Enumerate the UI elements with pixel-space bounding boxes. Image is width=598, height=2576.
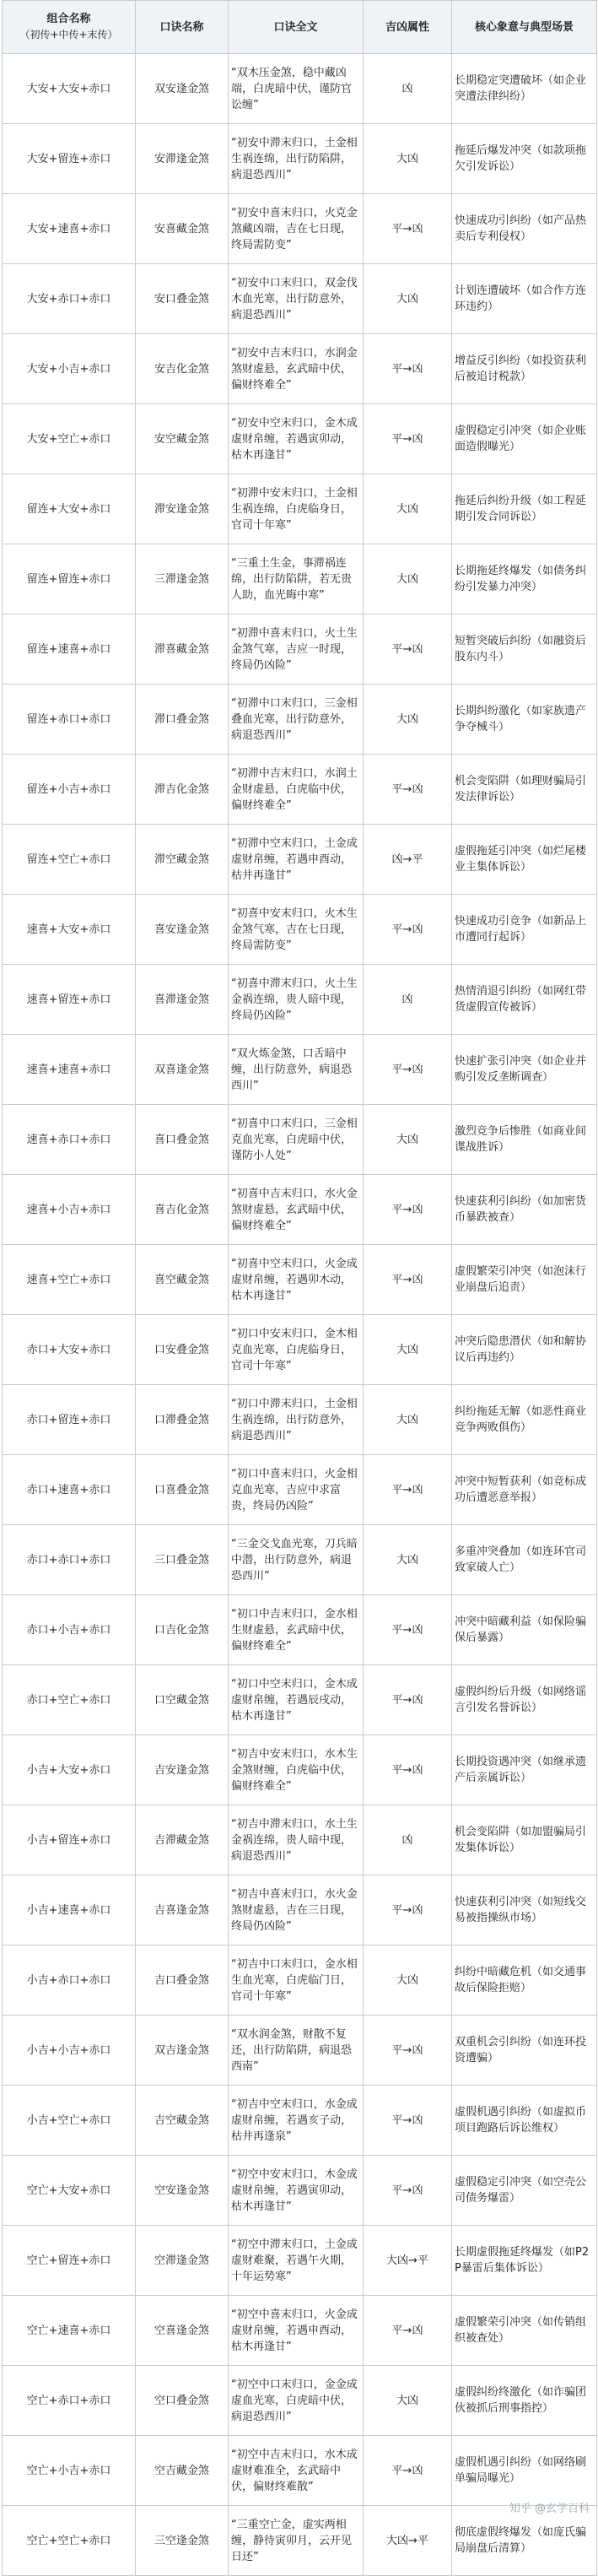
name-cell: 空安逢金煞: [136, 2156, 229, 2226]
name-cell: 双喜逢金煞: [136, 1035, 229, 1105]
table-row: [3, 1946, 597, 2016]
meaning-cell: 长期投资遇冲突（如继承遗产后亲属诉讼）: [452, 1735, 597, 1805]
text-cell: “初滞中安末归口，土金相生祸连绵，白虎临身日，官司十年寒”: [229, 474, 364, 544]
table-row: [3, 1035, 597, 1105]
meaning-cell: 彻底虚假终爆发（如庞氏骗局崩盘后清算）: [452, 2506, 597, 2576]
combo-cell: 小吉+速喜+赤口: [3, 1875, 136, 1946]
combo-cell: 空亡+大安+赤口: [3, 2156, 136, 2226]
meaning-cell: 虚假拖延引冲突（如烂尾楼业主集体诉讼）: [452, 825, 597, 895]
table-row: [3, 614, 597, 685]
name-cell: 滞口叠金煞: [136, 685, 229, 755]
table-row: [3, 825, 597, 895]
meaning-cell: 长期纠纷激化（如家族遗产争夺械斗）: [452, 685, 597, 755]
table-row: [3, 2506, 597, 2576]
text-cell: “初喜中空末归口，火金成虚财帛缠，若遇卯木动，枯木再逢甘”: [229, 1245, 364, 1315]
meaning-cell: 虚假纠纷后升级（如网络谣言引发名誉诉讼）: [452, 1665, 597, 1735]
name-cell: 空吉藏金煞: [136, 2436, 229, 2506]
table-row: [3, 755, 597, 825]
fortune-cell: 大凶: [364, 685, 452, 755]
name-cell: 滞安逢金煞: [136, 474, 229, 544]
combo-cell: 留连+留连+赤口: [3, 544, 136, 614]
text-cell: “初吉中喜末归口，水火金煞财虚悬，吉在三日现，终局仍凶险”: [229, 1875, 364, 1946]
text-cell: “初喜中吉末归口，水火金煞财虚悬，玄武暗中伏，偏财终难全”: [229, 1175, 364, 1245]
meaning-cell: 增益反引纠纷（如投资获利后被追讨税款）: [452, 334, 597, 404]
text-cell: “初吉中安末归口，水木生金煞财缠，白虎临中伏，偏财终难全”: [229, 1735, 364, 1805]
combo-cell: 留连+小吉+赤口: [3, 755, 136, 825]
text-cell: “初口中安末归口，金木相克血光寒，白虎临身日，官司十年寒”: [229, 1315, 364, 1385]
combo-cell: 空亡+小吉+赤口: [3, 2436, 136, 2506]
meaning-cell: 快速获利引冲突（如短线交易被指操纵市场）: [452, 1875, 597, 1946]
combo-cell: 空亡+赤口+赤口: [3, 2366, 136, 2436]
header-text: 口诀全文: [229, 1, 364, 54]
text-cell: “三重土生金，事滞祸连绵，出行防陷阱，若无贵人助，血光晦中寒”: [229, 544, 364, 614]
name-cell: 三滞逢金煞: [136, 544, 229, 614]
meaning-cell: 短暂突破后纠纷（如融资后股东内斗）: [452, 614, 597, 685]
fortune-cell: 平→凶: [364, 895, 452, 965]
meaning-cell: 虚假稳定引冲突（如空壳公司债务爆雷）: [452, 2156, 597, 2226]
meaning-cell: 拖延后纠纷升级（如工程延期引发合同诉讼）: [452, 474, 597, 544]
fortune-cell: 平→凶: [364, 2086, 452, 2156]
combo-cell: 大安+空亡+赤口: [3, 404, 136, 474]
text-cell: “初空中安末归口，木金成虚财帛缠，若遇寅卯动，枯木再逢甘”: [229, 2156, 364, 2226]
fortune-cell: 大凶: [364, 264, 452, 334]
text-cell: “初空中滞末归口，土金成虚财难聚，若遇午火期，十年运势寒”: [229, 2226, 364, 2296]
table-row: [3, 895, 597, 965]
table-row: [3, 2156, 597, 2226]
meaning-cell: 快速获利引纠纷（如加密货币暴跌被查）: [452, 1175, 597, 1245]
name-cell: 口空藏金煞: [136, 1665, 229, 1735]
fortune-cell: 大凶: [364, 544, 452, 614]
meaning-cell: 双重机会引纠纷（如连环投资遭骗）: [452, 2016, 597, 2086]
combo-cell: 赤口+赤口+赤口: [3, 1525, 136, 1595]
text-cell: “双木压金煞，稳中藏凶端，白虎暗中伏，谨防官讼缠”: [229, 54, 364, 124]
text-cell: “三重空亡金，虚实两相缠，静待寅卯月，云开见日还”: [229, 2506, 364, 2576]
combo-cell: 大安+小吉+赤口: [3, 334, 136, 404]
meaning-cell: 激烈竞争后惨胜（如商业间谍战胜诉）: [452, 1105, 597, 1175]
table-row: [3, 544, 597, 614]
table-row: [3, 2016, 597, 2086]
combo-cell: 留连+赤口+赤口: [3, 685, 136, 755]
name-cell: 口滞叠金煞: [136, 1385, 229, 1455]
combo-cell: 留连+速喜+赤口: [3, 614, 136, 685]
text-cell: “初滞中吉末归口，水润土金财虚悬，白虎临中伏，偏财终难全”: [229, 755, 364, 825]
name-cell: 吉喜逢金煞: [136, 1875, 229, 1946]
fortune-cell: 平→凶: [364, 334, 452, 404]
text-cell: “初安中空末归口，金木成虚财帛缠，若遇寅卯动，枯木再逢甘”: [229, 404, 364, 474]
combo-cell: 大安+速喜+赤口: [3, 194, 136, 264]
name-cell: 空滞逢金煞: [136, 2226, 229, 2296]
text-cell: “初喜中滞末归口，火土生金祸连绵，贵人暗中现，终局仍凶险”: [229, 965, 364, 1035]
name-cell: 吉安逢金煞: [136, 1735, 229, 1805]
fortune-cell: 凶: [364, 965, 452, 1035]
fortune-cell: 平→凶: [364, 1875, 452, 1946]
meaning-cell: 纠纷中暗藏危机（如交通事故后保险拒赔）: [452, 1946, 597, 2016]
fortune-cell: 大凶: [364, 1946, 452, 2016]
meaning-cell: 快速扩张引冲突（如企业并购引发反垄断调查）: [452, 1035, 597, 1105]
meaning-cell: 快速成功引纠纷（如产品热卖后专利侵权）: [452, 194, 597, 264]
text-cell: “初空中吉末归口，水木成虚财难准全，玄武暗中伏，偏财终难散”: [229, 2436, 364, 2506]
combo-cell: 小吉+留连+赤口: [3, 1805, 136, 1875]
name-cell: 吉空藏金煞: [136, 2086, 229, 2156]
meaning-cell: 机会变陷阱（如加盟骗局引发集体诉讼）: [452, 1805, 597, 1875]
header-name: 口诀名称: [136, 1, 229, 54]
fortune-cell: 平→凶: [364, 1245, 452, 1315]
table-row: [3, 1665, 597, 1735]
combo-cell: 小吉+赤口+赤口: [3, 1946, 136, 2016]
name-cell: 三空逢金煞: [136, 2506, 229, 2576]
name-cell: 吉口叠金煞: [136, 1946, 229, 2016]
combo-cell: 速喜+大安+赤口: [3, 895, 136, 965]
fortune-cell: 大凶: [364, 2366, 452, 2436]
fortune-cell: 平→凶: [364, 1735, 452, 1805]
fortune-cell: 大凶: [364, 1105, 452, 1175]
fortune-cell: 大凶: [364, 1525, 452, 1595]
meaning-cell: 虚假机遇引纠纷（如网络刷单骗局曝光）: [452, 2436, 597, 2506]
text-cell: “初吉中口末归口，金水相生血光寒，白虎临门日，官司十年寒”: [229, 1946, 364, 2016]
fortune-cell: 大凶→平: [364, 2226, 452, 2296]
combo-cell: 大安+大安+赤口: [3, 54, 136, 124]
text-cell: “初安中喜末归口，火克金煞藏凶端，吉在七日现，终局需防变”: [229, 194, 364, 264]
fortune-cell: 平→凶: [364, 1175, 452, 1245]
watermark: 知乎 @玄学百科: [509, 2503, 590, 2515]
combo-cell: 留连+空亡+赤口: [3, 825, 136, 895]
table-row: [3, 1735, 597, 1805]
meaning-cell: 冲突中短暂获利（如竞标成功后遭恶意举报）: [452, 1455, 597, 1525]
fortune-cell: 平→凶: [364, 2016, 452, 2086]
meaning-cell: 长期稳定突遭破坏（如企业突遭法律纠纷）: [452, 54, 597, 124]
text-cell: “初滞中空末归口，土金成虚财帛缠，若遇申酉动，枯井再逢甘”: [229, 825, 364, 895]
fortune-cell: 平→凶: [364, 1455, 452, 1525]
fortune-cell: 平→凶: [364, 194, 452, 264]
fortune-cell: 平→凶: [364, 1595, 452, 1665]
meaning-cell: 热情消退引纠纷（如网红带货虚假宣传被诉）: [452, 965, 597, 1035]
name-cell: 吉滞藏金煞: [136, 1805, 229, 1875]
meaning-cell: 冲突后隐患潜伏（如和解协议后再违约）: [452, 1315, 597, 1385]
meaning-cell: 拖延后爆发冲突（如款项拖欠引发诉讼）: [452, 124, 597, 194]
header-combo: [3, 1, 136, 54]
fortune-cell: 平→凶: [364, 404, 452, 474]
fortune-cell: 大凶: [364, 124, 452, 194]
meaning-cell: 长期拖延终爆发（如债务纠纷引发暴力冲突）: [452, 544, 597, 614]
header-fortune: 吉凶属性: [364, 1, 452, 54]
name-cell: 口安叠金煞: [136, 1315, 229, 1385]
meaning-cell: 虚假稳定引冲突（如企业账面造假曝光）: [452, 404, 597, 474]
name-cell: 喜口叠金煞: [136, 1105, 229, 1175]
meaning-cell: 计划连遭破坏（如合作方连环违约）: [452, 264, 597, 334]
fortune-cell: 凶→平: [364, 825, 452, 895]
combo-cell: 大安+留连+赤口: [3, 124, 136, 194]
name-cell: 空喜逢金煞: [136, 2296, 229, 2366]
fortune-cell: 平→凶: [364, 614, 452, 685]
name-cell: 安空藏金煞: [136, 404, 229, 474]
text-cell: “初喜中口末归口，三金相克血光寒，白虎暗中伏，谨防小人处”: [229, 1105, 364, 1175]
name-cell: 滞喜藏金煞: [136, 614, 229, 685]
name-cell: 喜空藏金煞: [136, 1245, 229, 1315]
text-cell: “双水润金煞，财散不复还，出行防陷阱，病退恐西南”: [229, 2016, 364, 2086]
meaning-cell: 虚假纠纷终激化（如诈骗团伙被抓后刑事指控）: [452, 2366, 597, 2436]
combo-cell: 空亡+空亡+赤口: [3, 2506, 136, 2576]
table-row: [3, 2436, 597, 2506]
table-row: [3, 334, 597, 404]
name-cell: 喜安逢金煞: [136, 895, 229, 965]
fortune-cell: 平→凶: [364, 2296, 452, 2366]
meaning-cell: 多重冲突叠加（如连环官司致家破人亡）: [452, 1525, 597, 1595]
combo-cell: 赤口+留连+赤口: [3, 1385, 136, 1455]
table-row: [3, 404, 597, 474]
name-cell: 滞空藏金煞: [136, 825, 229, 895]
meaning-cell: 长期虚假拖延终爆发（如P2P暴雷后集体诉讼）: [452, 2226, 597, 2296]
combo-cell: 速喜+留连+赤口: [3, 965, 136, 1035]
combo-cell: 赤口+大安+赤口: [3, 1315, 136, 1385]
table-row: [3, 474, 597, 544]
fortune-cell: 大凶: [364, 474, 452, 544]
meaning-cell: 冲突中暗藏利益（如保险骗保后暴露）: [452, 1595, 597, 1665]
fortune-cell: 凶: [364, 54, 452, 124]
combo-cell: 速喜+空亡+赤口: [3, 1245, 136, 1315]
text-cell: “初吉中滞末归口，水土生金祸连绵，贵人暗中现，病退恐西川”: [229, 1805, 364, 1875]
table-row: [3, 264, 597, 334]
table-row: [3, 2296, 597, 2366]
table-row: [3, 1805, 597, 1875]
text-cell: “初空中喜末归口，火金成虚财帛缠，若遇申酉动，枯木再逢甘”: [229, 2296, 364, 2366]
header-combo-label: 组合名称: [46, 13, 91, 25]
combo-cell: 速喜+速喜+赤口: [3, 1035, 136, 1105]
text-cell: “初口中滞末归口，土金相生祸连绵，出行防意外，病退恐西川”: [229, 1385, 364, 1455]
meaning-cell: 虚假繁荣引冲突（如传销组织被查处）: [452, 2296, 597, 2366]
table-row: [3, 1875, 597, 1946]
combo-cell: 赤口+小吉+赤口: [3, 1595, 136, 1665]
name-cell: 双安逢金煞: [136, 54, 229, 124]
name-cell: 安滞逢金煞: [136, 124, 229, 194]
name-cell: 安喜藏金煞: [136, 194, 229, 264]
combination-table: [2, 0, 597, 2576]
header-meaning: 核心象意与典型场景: [452, 1, 597, 54]
text-cell: “初口中空末归口，金木成虚财帛缠，若遇辰戌动，枯木再逢甘”: [229, 1665, 364, 1735]
name-cell: 口吉化金煞: [136, 1595, 229, 1665]
text-cell: “初口中喜末归口，火金相克血光寒，吉应中求富贵，终局仍凶险”: [229, 1455, 364, 1525]
text-cell: “双火炼金煞，口舌暗中缠，出行防意外，病退恐西川”: [229, 1035, 364, 1105]
combo-cell: 赤口+空亡+赤口: [3, 1665, 136, 1735]
combo-cell: 留连+大安+赤口: [3, 474, 136, 544]
table-row: [3, 1105, 597, 1175]
name-cell: 口喜叠金煞: [136, 1455, 229, 1525]
table-row: [3, 1245, 597, 1315]
combo-cell: 小吉+空亡+赤口: [3, 2086, 136, 2156]
table-row: [3, 2086, 597, 2156]
fortune-cell: 大凶: [364, 1385, 452, 1455]
combo-cell: 空亡+留连+赤口: [3, 2226, 136, 2296]
fortune-cell: 平→凶: [364, 1665, 452, 1735]
text-cell: “初喜中安末归口，火木生金煞气寒，吉在七日现，终局需防变”: [229, 895, 364, 965]
table-row: [3, 2226, 597, 2296]
text-cell: “初安中吉末归口，水润金煞财虚悬，玄武暗中伏，偏财终难全”: [229, 334, 364, 404]
table-row: [3, 1455, 597, 1525]
name-cell: 双吉逢金煞: [136, 2016, 229, 2086]
fortune-cell: 大凶: [364, 1315, 452, 1385]
text-cell: “初安中口末归口，双金伐木血光寒，出行防意外，病退恐西川”: [229, 264, 364, 334]
name-cell: 喜滞逢金煞: [136, 965, 229, 1035]
table-row: [3, 1525, 597, 1595]
fortune-cell: 平→凶: [364, 755, 452, 825]
table-row: [3, 685, 597, 755]
fortune-cell: 平→凶: [364, 2436, 452, 2506]
table-row: [3, 1595, 597, 1665]
name-cell: 喜吉化金煞: [136, 1175, 229, 1245]
combo-cell: 速喜+小吉+赤口: [3, 1175, 136, 1245]
table-row: [3, 2366, 597, 2436]
text-cell: “初滞中口末归口，三金相叠血光寒，出行防意外，病退恐西川”: [229, 685, 364, 755]
text-cell: “初空中口末归口，金金成虚血光寒，白虎暗中伏，病退恐西川”: [229, 2366, 364, 2436]
text-cell: “初口中吉末归口，金水相生财虚悬，玄武暗中伏，偏财终难全”: [229, 1595, 364, 1665]
meaning-cell: 快速成功引竞争（如新品上市遭同行起诉）: [452, 895, 597, 965]
combo-cell: 小吉+小吉+赤口: [3, 2016, 136, 2086]
table-row: [3, 194, 597, 264]
meaning-cell: 虚假机遇引纠纷（如虚拟币项目跑路后诉讼维权）: [452, 2086, 597, 2156]
text-cell: “初滞中喜末归口，火土生金煞气寒，吉应一时现，终局仍凶险”: [229, 614, 364, 685]
text-cell: “初吉中空末归口，水金成虚财帛缠，若遇亥子动，枯井再逢泉”: [229, 2086, 364, 2156]
combo-cell: 小吉+大安+赤口: [3, 1735, 136, 1805]
combo-cell: 大安+赤口+赤口: [3, 264, 136, 334]
table-row: [3, 1175, 597, 1245]
text-cell: “三金交戈血光寒，刀兵暗中潜，出行防意外，病退恐西川”: [229, 1525, 364, 1595]
meaning-cell: 纠纷拖延无解（如恶性商业竞争两败俱伤）: [452, 1385, 597, 1455]
meaning-cell: 机会变陷阱（如理财骗局引发法律诉讼）: [452, 755, 597, 825]
fortune-cell: 大凶→平: [364, 2506, 452, 2576]
fortune-cell: 平→凶: [364, 1035, 452, 1105]
meaning-cell: 虚假繁荣引冲突（如泡沫行业崩盘后追责）: [452, 1245, 597, 1315]
combo-cell: 速喜+赤口+赤口: [3, 1105, 136, 1175]
table-row: [3, 1315, 597, 1385]
text-cell: “初安中滞末归口，土金相生祸连绵，出行防陷阱，病退恐西川”: [229, 124, 364, 194]
header-row: [3, 1, 597, 54]
fortune-cell: 平→凶: [364, 2156, 452, 2226]
table-row: [3, 1385, 597, 1455]
name-cell: 安口叠金煞: [136, 264, 229, 334]
table-row: [3, 965, 597, 1035]
table-row: [3, 124, 597, 194]
name-cell: 滞吉化金煞: [136, 755, 229, 825]
name-cell: 安吉化金煞: [136, 334, 229, 404]
name-cell: 空口叠金煞: [136, 2366, 229, 2436]
combo-cell: 赤口+速喜+赤口: [3, 1455, 136, 1525]
name-cell: 三口叠金煞: [136, 1525, 229, 1595]
fortune-cell: 凶: [364, 1805, 452, 1875]
header-combo-sub: （初传+中传+末传）: [19, 29, 118, 41]
table-row: [3, 54, 597, 124]
combo-cell: 空亡+速喜+赤口: [3, 2296, 136, 2366]
